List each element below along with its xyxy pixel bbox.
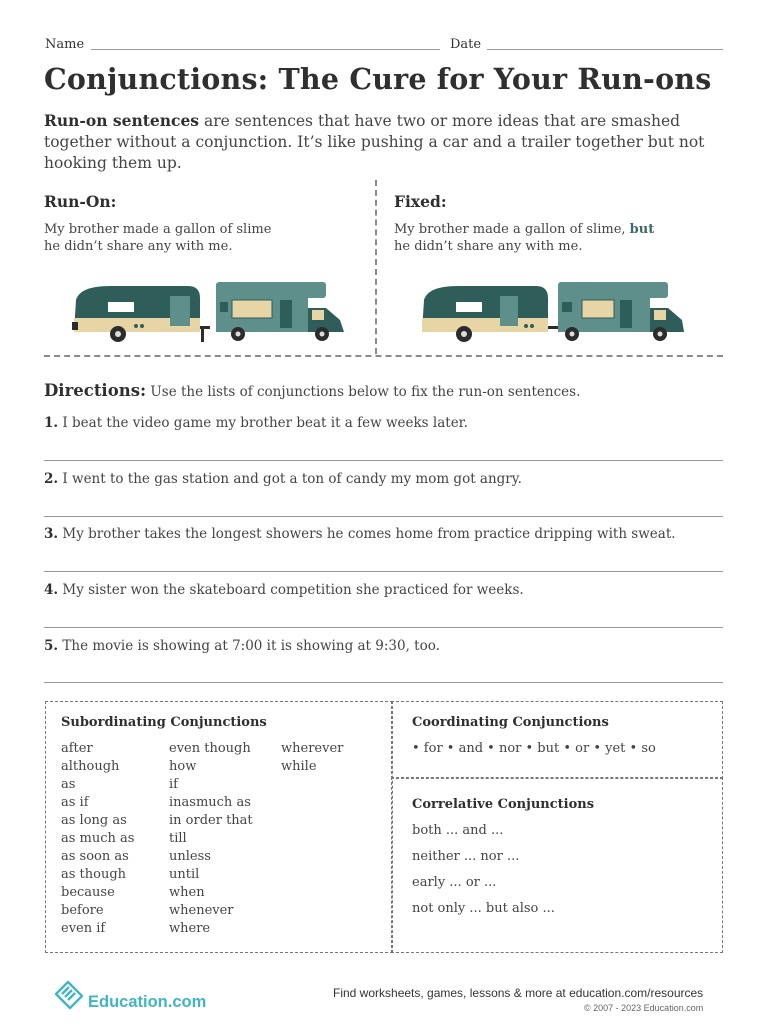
runon-line-2: he didn’t share any with me. — [44, 239, 233, 254]
question-1: 1. I beat the video game my brother beat it a few weeks later. — [44, 415, 468, 431]
subordinating-heading: Subordinating Conjunctions — [61, 715, 267, 730]
directions-text: Use the lists of conjunctions below to fix the run-on sentences. — [146, 384, 581, 400]
correlative-heading: Correlative Conjunctions — [412, 797, 595, 812]
question-2: 2. I went to the gas station and got a ton of candy my mom got angry. — [44, 471, 522, 487]
question-4: 4. My sister won the skateboard competition she practiced for weeks. — [44, 582, 524, 598]
subordinating-list-3 — [281, 740, 343, 776]
list-item: as soon as — [61, 849, 129, 864]
coordinating-box — [391, 701, 723, 779]
list-item: when — [169, 885, 205, 900]
answer-line-3[interactable] — [44, 571, 723, 572]
date-label: Date — [450, 37, 482, 52]
list-item: if — [169, 777, 178, 792]
list-item: until — [169, 867, 200, 882]
list-item: after — [61, 741, 93, 756]
correlative-item: both ... and ... — [412, 823, 504, 838]
runon-example — [44, 221, 344, 255]
fixed-line-1: My brother made a gallon of slime, but — [394, 222, 655, 237]
intro-paragraph — [44, 110, 714, 174]
list-item: inasmuch as — [169, 795, 251, 810]
intro-bold-term: Run-on sentences — [44, 111, 200, 130]
list-item: while — [281, 759, 317, 774]
answer-line-5[interactable] — [44, 682, 723, 683]
fixed-example — [394, 221, 694, 255]
footer-copyright: © 2007 - 2023 Education.com — [584, 1003, 704, 1013]
list-item: as long as — [61, 813, 127, 828]
name-label: Name — [45, 37, 85, 52]
list-item: wherever — [281, 741, 344, 756]
list-item: how — [169, 759, 197, 774]
list-item: even if — [61, 921, 106, 936]
directions-label: Directions: — [44, 381, 147, 400]
runon-illustration — [70, 278, 350, 346]
rv-truck-icon — [216, 282, 344, 341]
subordinating-list-2 — [169, 740, 253, 938]
question-3: 3. My brother takes the longest showers he comes home from practice dripping with sweat. — [44, 526, 676, 542]
answer-line-1[interactable] — [44, 460, 723, 461]
correlative-item: not only ... but also ... — [412, 901, 555, 916]
list-item: unless — [169, 849, 211, 864]
list-item: as — [61, 777, 76, 792]
list-item: as though — [61, 867, 127, 882]
coordinating-heading: Coordinating Conjunctions — [412, 715, 609, 730]
fixed-conjunction: but — [629, 222, 655, 237]
section-divider — [44, 355, 723, 357]
fixed-heading: Fixed: — [394, 192, 447, 211]
list-item: even though — [169, 741, 251, 756]
list-item: before — [61, 903, 104, 918]
intro-text: are sentences that have two or more ideas that are smashed together without a conjunction. It’s like pushing a car and a trailer together but not hooking them up. — [44, 112, 705, 172]
list-item: although — [61, 759, 120, 774]
page-title: Conjunctions: The Cure for Your Run-ons — [44, 62, 712, 96]
subordinating-list-1 — [61, 740, 134, 938]
fixed-line-2: he didn’t share any with me. — [394, 239, 583, 254]
answer-line-4[interactable] — [44, 627, 723, 628]
correlative-item: neither ... nor ... — [412, 849, 520, 864]
footer-logo[interactable]: Education.com — [88, 993, 207, 1011]
answer-line-2[interactable] — [44, 516, 723, 517]
list-item: because — [61, 885, 115, 900]
list-item: whenever — [169, 903, 234, 918]
camper-trailer-icon — [422, 286, 560, 342]
question-5: 5. The movie is showing at 7:00 it is showing at 9:30, too. — [44, 638, 440, 654]
fixed-illustration — [418, 278, 688, 346]
date-field[interactable] — [487, 49, 723, 50]
list-item: as much as — [61, 831, 135, 846]
correlative-item: early ... or ... — [412, 875, 497, 890]
list-item: in order that — [169, 813, 253, 828]
footer-tagline[interactable]: Find worksheets, games, lessons & more at education.com/resources — [333, 986, 704, 1000]
list-item: where — [169, 921, 211, 936]
education-logo-icon — [52, 980, 86, 1012]
name-field[interactable] — [91, 49, 440, 50]
runon-line-1: My brother made a gallon of slime — [44, 222, 272, 237]
directions — [44, 381, 580, 400]
coordinating-list: • for • and • nor • but • or • yet • so — [412, 741, 656, 756]
list-item: till — [169, 831, 187, 846]
runon-heading: Run-On: — [44, 192, 117, 211]
column-divider — [375, 180, 377, 354]
rv-truck-icon — [558, 282, 684, 341]
camper-trailer-icon — [72, 286, 210, 342]
list-item: as if — [61, 795, 89, 810]
